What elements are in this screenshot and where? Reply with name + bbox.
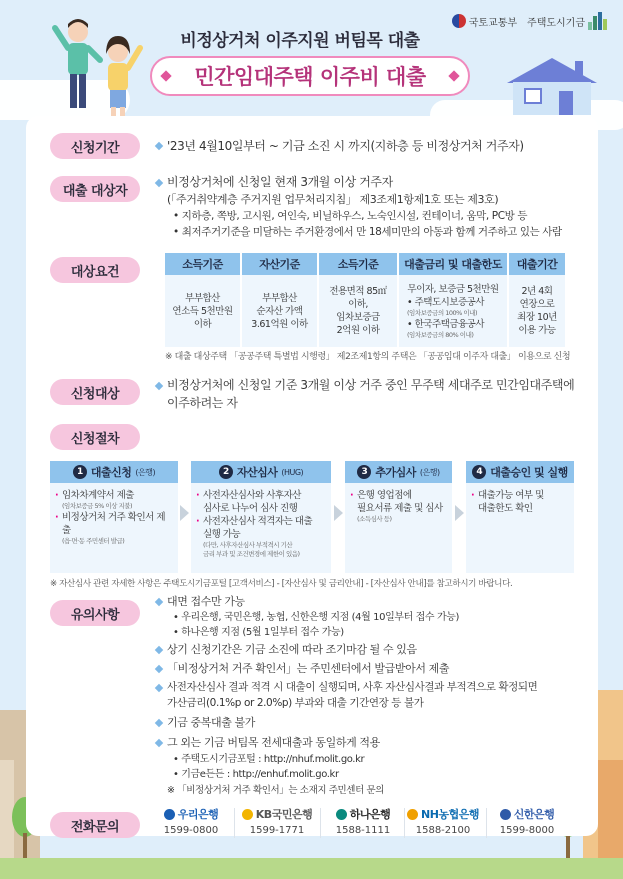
bank-phone: 1588-1111: [335, 825, 391, 836]
apply-target-line-1: 비정상거처에 신청일 기준 3개월 이상 거주 중인 무주택 세대주로 민간임대주택에: [167, 378, 575, 392]
bank-phone: 1588-2100: [415, 825, 471, 836]
req-col-house: 소득기준 전용면적 85㎡ 이하, 임차보증금 2억원 이하: [319, 253, 397, 347]
main-title: 민간임대주택 이주비 대출: [194, 65, 426, 89]
people-illustration: [50, 10, 145, 120]
apply-target-line-2: 이주하려는 자: [167, 396, 238, 410]
period-text: '23년 4월10일부터 ~ 기금 소진 시 까지(지하층 등 비정상거처 거주자): [167, 139, 524, 153]
bank-phone: 1599-0800: [163, 825, 219, 836]
bank-nh: NH농협은행 1588-2100: [402, 806, 484, 836]
section-label-procedure: 신청절차: [50, 424, 140, 450]
step-number-icon: 4: [472, 465, 486, 479]
hana-logo-icon: [336, 809, 347, 820]
step-number-icon: 3: [357, 465, 371, 479]
ground-decoration: [0, 858, 623, 879]
section-label-target: 대출 대상자: [50, 176, 140, 202]
step-1: 1 대출신청 (은행) · 임차차계약서 제출 (임차보증금 5% 이상 지불) · 비정상거처 거주 확인서 제출 (읍·면·동 주민센터 발급): [50, 461, 178, 573]
caution-line: 대면 접수만 가능: [167, 595, 245, 608]
requirements-note: ※ 대출 대상주택 「공공주택 특별법 시행령」 제2조제1항의 주택은 「공공임대 이주자 대출」 이용으로 신청: [165, 352, 571, 362]
section-label-contact: 전화문의: [50, 812, 140, 838]
woori-logo-icon: [164, 809, 175, 820]
req-col-asset: 자산기준 부부합산 순자산 가액 3.61억원 이하: [242, 253, 317, 347]
req-col-income: 소득기준 부부합산 연소득 5천만원 이하: [165, 253, 240, 347]
target-line-3: • 지하층, 쪽방, 고시원, 여인숙, 비닐하우스, 노숙인시설, 컨테이너, 움막, PC방 등: [173, 210, 528, 222]
molit-emblem-icon: [452, 14, 466, 28]
top-title: 비정상거처 이주지원 버팀목 대출: [180, 31, 420, 51]
step-number-icon: 2: [219, 465, 233, 479]
enhuf-url-link[interactable]: • 기금e든든 : http://enhuf.molit.go.kr: [173, 769, 339, 780]
caution-line: 그 외는 기금 버팀목 전세대출과 동일하게 적용: [167, 736, 380, 749]
step-2: 2 자산심사 (HUG) · 사전자산심사와 사후자산 심사로 나누어 심사 진행 · 사전자산심사 적격자는 대출 실행 가능 (다만, 사후자산심사 부적격시 기산 금리 부과 및 조건변경에 제한이 있음): [191, 461, 331, 573]
step-number-icon: 1: [73, 465, 87, 479]
arrow-right-icon: [334, 505, 343, 521]
procedure-note: ※ 자산심사 관련 자세한 사항은 주택도시기금포털 [고객서비스] - [자산심사 및 금리안내] - [자산심사 안내]를 참고하시기 바랍니다.: [50, 579, 513, 589]
caution-line: 사전자산심사 결과 적격 시 대출이 실행되며, 사후 자산심사결과 부적격으로 확정되면: [167, 681, 538, 693]
molit-logo: 국토교통부: [452, 14, 517, 29]
hf-emblem-icon: [588, 12, 607, 30]
section-label-period: 신청기간: [50, 133, 140, 159]
bank-kb: KB국민은행 1599-1771: [236, 806, 318, 836]
bank-hana: 하나은행 1588-1111: [322, 806, 404, 836]
step-4: 4 대출승인 및 실행 · 대출가능 여부 및 대출한도 확인: [466, 461, 574, 573]
req-col-period: 대출기간 2년 4회 연장으로 최장 10년 이용 가능: [509, 253, 565, 347]
hf-logo: 주택도시기금: [527, 12, 607, 30]
caution-line: 기금 중복대출 불가: [167, 716, 256, 729]
section-label-caution: 유의사항: [50, 600, 140, 626]
portal-url-link[interactable]: • 주택도시기금포털 : http://nhuf.molit.go.kr: [173, 754, 365, 765]
caution-line: • 우리은행, 국민은행, 농협, 신한은행 지점 (4월 10일부터 접수 가능): [173, 612, 459, 623]
caution-line: 상기 신청기간은 기금 소진에 따라 조기마감 될 수 있음: [167, 643, 417, 656]
arrow-right-icon: [455, 505, 464, 521]
caution-line: • 하나은행 지점 (5월 1일부터 접수 가능): [173, 627, 344, 638]
caution-line: 「비정상거처 거주 확인서」는 주민센터에서 발급받아서 제출: [167, 662, 450, 675]
bank-phone: 1599-8000: [499, 825, 555, 836]
divider: [320, 808, 321, 838]
bank-phone: 1599-1771: [249, 825, 305, 836]
bank-shinhan: 신한은행 1599-8000: [486, 806, 568, 836]
shinhan-logo-icon: [500, 809, 511, 820]
logo-bar: [452, 12, 607, 30]
req-col-rate: 대출금리 및 대출한도 무이자, 보증금 5천만원 • 주택도시보증공사 (임차보증금의 100% 이내) • 한국주택금융공사 (임차보증금의 80% 이내): [399, 253, 507, 347]
kb-logo-icon: [242, 809, 253, 820]
target-line-1: 비정상거처에 신청일 현재 3개월 이상 거주자: [167, 175, 393, 189]
arrow-right-icon: [180, 505, 189, 521]
main-title-banner: [150, 56, 470, 96]
section-label-requirements: 대상요건: [50, 257, 140, 283]
divider: [234, 808, 235, 838]
target-line-2: (「주거취약계층 주거지원 업무처리지침」 제3조제1항제1호 또는 제3호): [167, 193, 499, 206]
house-illustration: [497, 55, 607, 115]
target-line-4: • 최저주거기준을 미달하는 주거환경에서 만 18세미만의 아동과 함께 거주하고 있는 사람: [173, 226, 562, 238]
building-decoration: [598, 760, 623, 860]
bank-woori: 우리은행 1599-0800: [150, 806, 232, 836]
section-label-apply-target: 신청대상: [50, 379, 140, 405]
requirements-table: [165, 253, 565, 347]
caution-line: 가산금리(0.1%p or 2.0%p) 부과와 대출 기간연장 등 불가: [167, 697, 424, 709]
nh-logo-icon: [407, 809, 418, 820]
caution-note: ※ 「비정상거처 거주 확인서」는 소재지 주민센터 문의: [167, 785, 385, 796]
step-3: 3 추가심사 (은행) · 은행 영업점에 필요서류 제출 및 심사 (소득심사 등): [345, 461, 452, 573]
